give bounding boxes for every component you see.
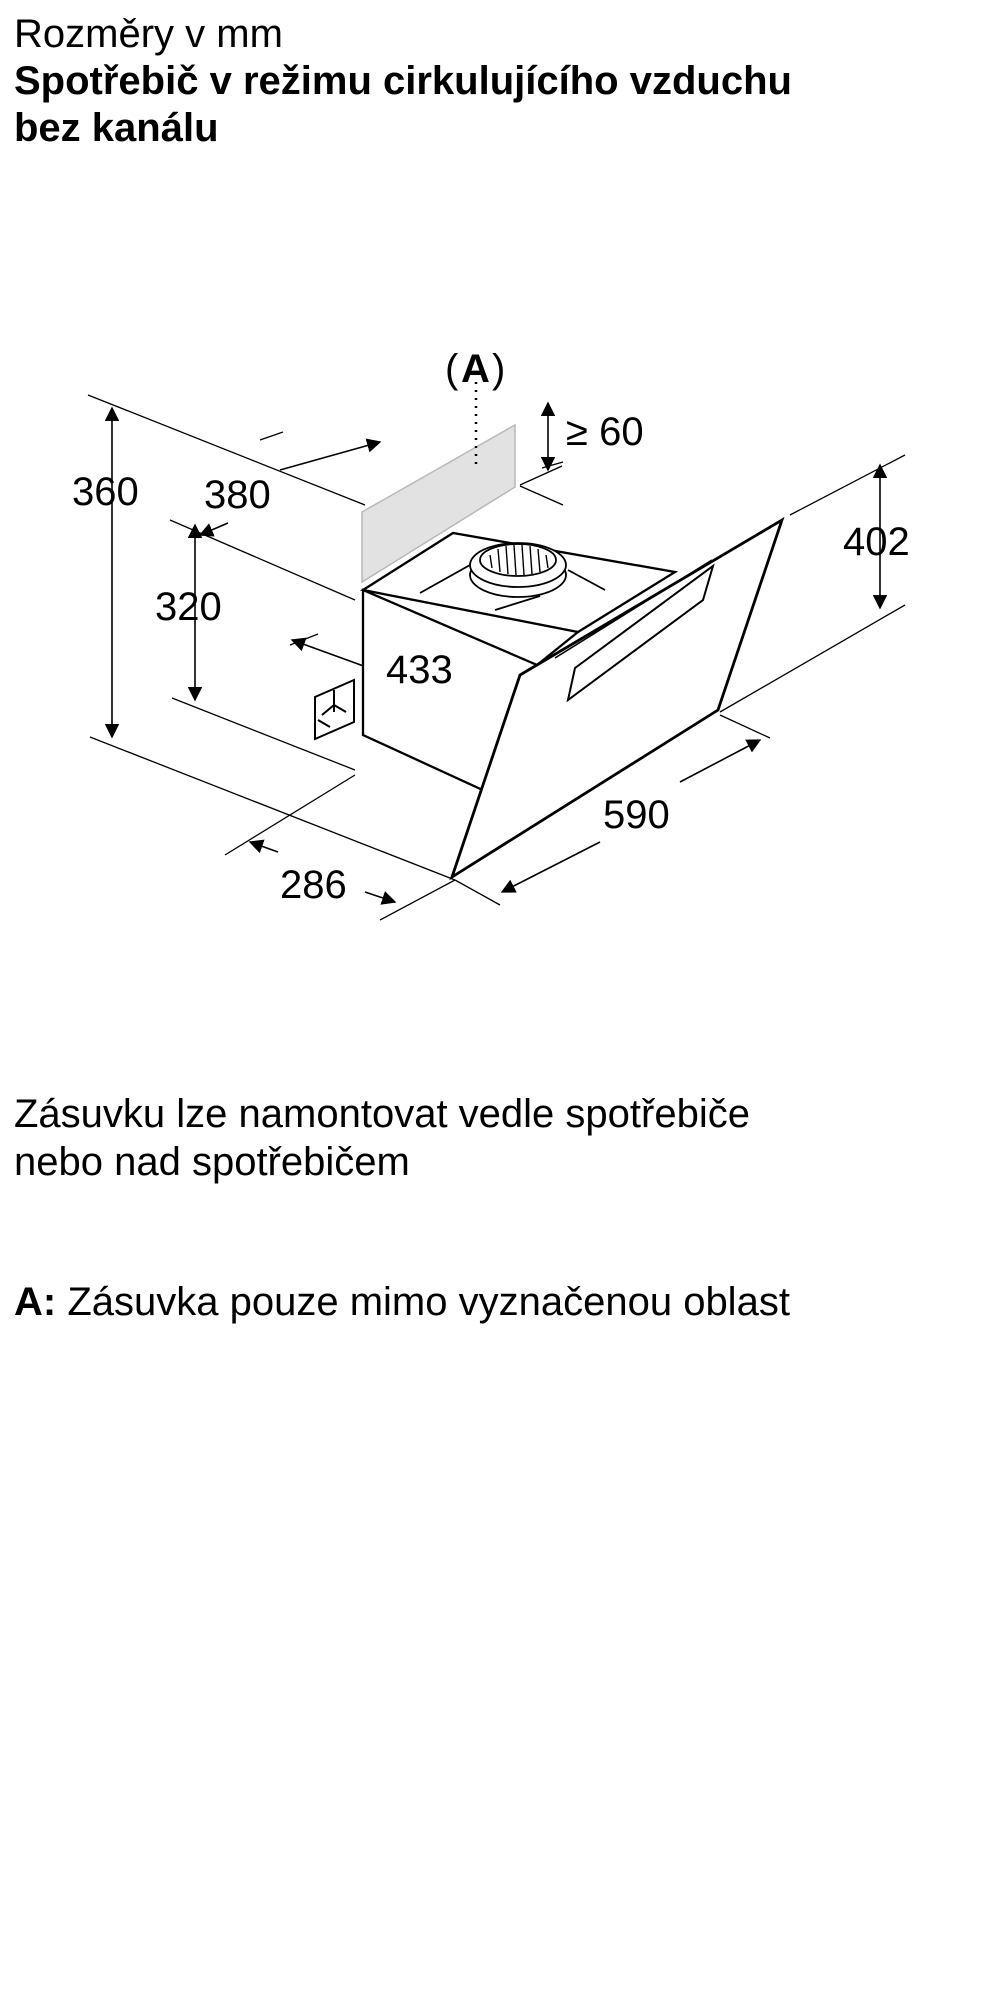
dim-380: 380	[204, 473, 271, 517]
legend-a-text: Zásuvka pouze mimo vyznačenou oblast	[56, 1280, 790, 1324]
mode-title-line1: Spotřebič v režimu cirkulujícího vzduchu	[14, 59, 792, 103]
socket-note-line2: nebo nad spotřebičem	[14, 1140, 410, 1184]
dimline-590b	[680, 740, 760, 782]
hood-body	[363, 520, 782, 877]
mode-title-line2: bez kanálu	[14, 106, 219, 150]
zone-label-open: (	[445, 347, 459, 391]
socket-icon	[315, 680, 354, 739]
heading	[14, 10, 974, 152]
clearance-label: ≥ 60	[566, 410, 644, 454]
legend-a-label: A:	[14, 1280, 57, 1324]
dimline-590a	[502, 842, 600, 892]
hood-dimension-diagram	[0, 330, 1000, 950]
socket-note	[14, 1090, 974, 1186]
dimline-286a	[250, 842, 278, 852]
dim-402: 402	[843, 520, 910, 564]
dimensions-unit-label: Rozměry v mm	[14, 12, 283, 56]
dimline-380	[200, 523, 228, 535]
dim-360: 360	[72, 470, 139, 514]
legend-a	[14, 1278, 974, 1326]
zone-label-close: )	[492, 347, 506, 391]
zone-label: A	[461, 347, 490, 391]
dim-433: 433	[386, 648, 453, 692]
dim-590: 590	[603, 793, 670, 837]
dimline-380b	[280, 442, 380, 470]
dimline-286b	[365, 892, 395, 902]
socket-note-line1: Zásuvku lze namontovat vedle spotřebiče	[14, 1092, 750, 1136]
dim-286: 286	[280, 863, 347, 907]
dim-320: 320	[155, 585, 222, 629]
